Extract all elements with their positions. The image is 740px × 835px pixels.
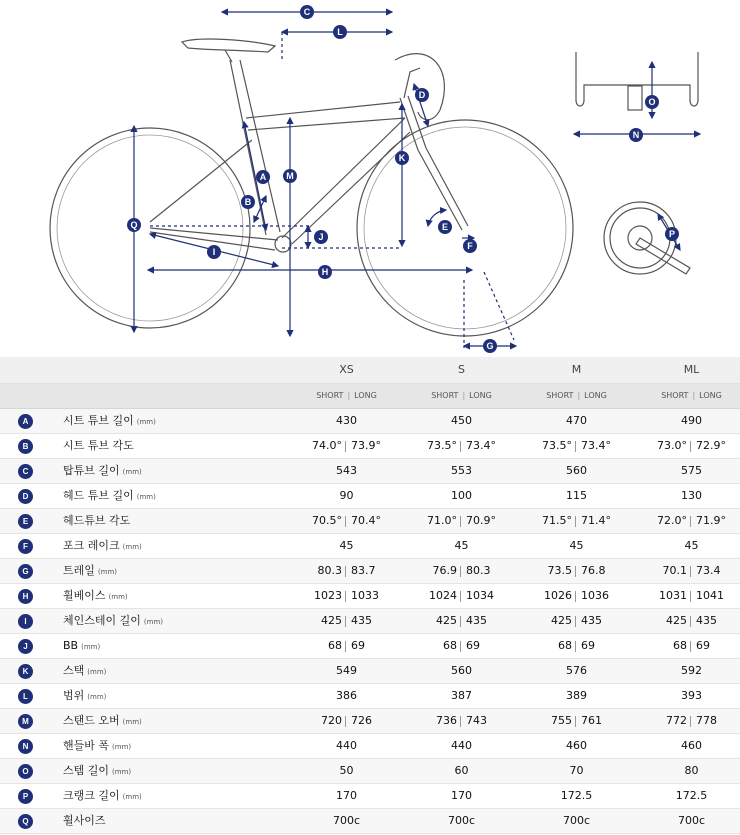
short-value: 755 <box>551 714 572 727</box>
value-cell: 172.5 <box>560 789 593 802</box>
row-label <box>63 634 100 659</box>
row-label-text: 시트 튜브 각도 <box>63 439 134 452</box>
value-cell: 70 <box>569 764 584 777</box>
row-label <box>63 484 156 509</box>
diagram-badge-letter: P <box>668 229 676 239</box>
value-divider <box>575 616 576 627</box>
short-label: SHORT <box>316 391 344 400</box>
dimension-badge: E <box>18 514 33 529</box>
table-row <box>0 459 740 484</box>
short-value: 736 <box>436 714 457 727</box>
table-row <box>0 509 740 534</box>
value-divider <box>690 441 691 452</box>
row-label-text: 탑튜브 길이 <box>63 464 120 477</box>
variant-header: SHORT | LONG <box>661 391 722 400</box>
row-label <box>63 534 142 559</box>
variant-header: SHORT | LONG <box>431 391 492 400</box>
short-value: 425 <box>436 614 457 627</box>
dimension-badge: L <box>18 689 33 704</box>
value-cell: 700c <box>562 814 591 827</box>
diagram-badge-o <box>645 95 659 109</box>
value-divider <box>345 641 346 652</box>
long-value: 80.3 <box>466 564 491 577</box>
value-divider <box>575 641 576 652</box>
dimension-badge: B <box>18 439 33 454</box>
row-label-text: 헤드 튜브 길이 <box>63 489 134 502</box>
diagram-badge-j <box>314 230 328 244</box>
value-cell: 50 <box>339 764 354 777</box>
value-divider <box>460 616 461 627</box>
value-cell: 387 <box>451 689 472 702</box>
short-value: 73.5° <box>542 439 572 452</box>
variant-header: SHORT | LONG <box>316 391 377 400</box>
table-row <box>0 584 740 609</box>
value-divider <box>460 516 461 527</box>
value-cell: 560 <box>566 464 587 477</box>
dimension-badge: C <box>18 464 33 479</box>
long-value: 69 <box>466 639 480 652</box>
short-value: 425 <box>666 614 687 627</box>
short-value: 1023 <box>314 589 342 602</box>
table-row <box>0 609 740 634</box>
value-cell: 386 <box>336 689 357 702</box>
diagram-badge-h <box>318 265 332 279</box>
table-row <box>0 484 740 509</box>
value-divider <box>690 591 691 602</box>
diagram-badge-letter: K <box>398 153 406 163</box>
short-value: 74.0° <box>312 439 342 452</box>
diagram-badge-letter: B <box>244 197 252 207</box>
diagram-badge-letter: D <box>418 90 426 100</box>
value-cell: 700c <box>677 814 706 827</box>
row-label-text: 시트 튜브 길이 <box>63 414 134 427</box>
value-divider <box>345 716 346 727</box>
value-divider <box>345 441 346 452</box>
size-header-m: M <box>571 363 582 376</box>
long-label: LONG <box>699 391 722 400</box>
value-cell: 700c <box>447 814 476 827</box>
long-value: 71.4° <box>581 514 611 527</box>
row-label-text: 헤드튜브 각도 <box>63 514 131 527</box>
row-label-text: 핸들바 폭 <box>63 739 110 752</box>
value-cell: 45 <box>569 539 584 552</box>
value-cell: 460 <box>566 739 587 752</box>
table-body <box>0 409 740 834</box>
value-cell: 700c <box>332 814 361 827</box>
value-divider <box>345 616 346 627</box>
row-unit: (mm) <box>136 493 156 501</box>
value-divider <box>575 716 576 727</box>
short-value: 71.0° <box>427 514 457 527</box>
value-cell: 45 <box>454 539 469 552</box>
value-cell: 90 <box>339 489 354 502</box>
diagram-badge-g <box>483 339 497 353</box>
short-value: 68 <box>328 639 342 652</box>
row-label-text: BB <box>63 639 79 652</box>
diagram-badge-letter: N <box>632 130 640 140</box>
row-label-text: 트레일 <box>63 564 95 577</box>
short-value: 425 <box>551 614 572 627</box>
value-cell: 45 <box>684 539 699 552</box>
value-divider <box>345 591 346 602</box>
long-value: 73.4° <box>466 439 496 452</box>
handlebar-inset <box>576 52 698 110</box>
value-cell: 490 <box>681 414 702 427</box>
diagram-badge-letter: E <box>441 222 449 232</box>
size-header-ml: ML <box>683 363 700 376</box>
short-value: 71.5° <box>542 514 572 527</box>
value-cell: 170 <box>336 789 357 802</box>
diagram-badge-letter: A <box>259 172 267 182</box>
dimension-badge: M <box>18 714 33 729</box>
long-value: 761 <box>581 714 602 727</box>
value-cell: 440 <box>336 739 357 752</box>
row-unit: (mm) <box>97 568 117 576</box>
value-divider <box>690 716 691 727</box>
dimension-badge: I <box>18 614 33 629</box>
short-label: SHORT <box>431 391 459 400</box>
diagram-badge-letter: G <box>486 341 494 351</box>
table-row <box>0 534 740 559</box>
long-value: 743 <box>466 714 487 727</box>
diagram-badge-letter: F <box>467 241 473 251</box>
dimension-badge: G <box>18 564 33 579</box>
long-value: 73.9° <box>351 439 381 452</box>
short-label: SHORT <box>546 391 574 400</box>
dimension-badge: H <box>18 589 33 604</box>
row-label <box>63 709 142 734</box>
dimension-badge: Q <box>18 814 33 829</box>
row-label-text: 포크 레이크 <box>63 539 120 552</box>
value-divider <box>460 441 461 452</box>
long-value: 72.9° <box>696 439 726 452</box>
row-label-text: 체인스테이 길이 <box>63 614 141 627</box>
long-value: 71.9° <box>696 514 726 527</box>
diagram-badge-letter: J <box>318 232 324 242</box>
short-value: 68 <box>558 639 572 652</box>
long-value: 73.4° <box>581 439 611 452</box>
bike-frame <box>150 39 468 252</box>
long-value: 435 <box>696 614 717 627</box>
short-value: 73.5° <box>427 439 457 452</box>
value-divider <box>460 566 461 577</box>
row-unit: (mm) <box>108 593 128 601</box>
row-label <box>63 409 156 434</box>
row-unit: (mm) <box>112 743 132 751</box>
long-label: LONG <box>354 391 377 400</box>
value-divider <box>575 591 576 602</box>
value-cell: 549 <box>336 664 357 677</box>
value-cell: 470 <box>566 414 587 427</box>
short-value: 76.9 <box>432 564 457 577</box>
value-cell: 592 <box>681 664 702 677</box>
dimension-badge: F <box>18 539 33 554</box>
variant-header-row <box>0 384 740 409</box>
row-label <box>63 809 106 833</box>
value-cell: 575 <box>681 464 702 477</box>
long-value: 69 <box>581 639 595 652</box>
value-cell: 430 <box>336 414 357 427</box>
row-unit: (mm) <box>136 418 156 426</box>
row-label-text: 크랭크 길이 <box>63 789 120 802</box>
row-label <box>63 459 142 484</box>
diagram-badge-p <box>665 227 679 241</box>
long-value: 1033 <box>351 589 379 602</box>
row-label <box>63 509 130 533</box>
value-cell: 45 <box>339 539 354 552</box>
value-divider <box>690 516 691 527</box>
value-divider <box>575 516 576 527</box>
table-row <box>0 684 740 709</box>
diagram-badge-m <box>283 169 297 183</box>
size-header-row <box>0 357 740 384</box>
long-value: 435 <box>351 614 372 627</box>
row-unit: (mm) <box>87 668 107 676</box>
short-value: 772 <box>666 714 687 727</box>
table-row <box>0 659 740 684</box>
diagram-badge-f <box>463 239 477 253</box>
dimension-badge: P <box>18 789 33 804</box>
row-label-text: 휠베이스 <box>63 589 106 602</box>
table-row <box>0 709 740 734</box>
value-cell: 460 <box>681 739 702 752</box>
long-value: 435 <box>466 614 487 627</box>
long-value: 70.9° <box>466 514 496 527</box>
table-row <box>0 409 740 434</box>
short-value: 70.1 <box>662 564 687 577</box>
value-cell: 576 <box>566 664 587 677</box>
value-cell: 440 <box>451 739 472 752</box>
dimension-badge: N <box>18 739 33 754</box>
value-cell: 172.5 <box>675 789 708 802</box>
dimension-badges <box>127 5 679 353</box>
long-value: 83.7 <box>351 564 376 577</box>
dimension-lines <box>134 12 700 348</box>
short-value: 80.3 <box>317 564 342 577</box>
short-value: 72.0° <box>657 514 687 527</box>
table-row <box>0 559 740 584</box>
row-unit: (mm) <box>122 718 142 726</box>
short-value: 73.0° <box>657 439 687 452</box>
long-value: 70.4° <box>351 514 381 527</box>
row-unit: (mm) <box>122 793 142 801</box>
size-header-s: S <box>458 363 465 376</box>
diagram-badge-n <box>629 128 643 142</box>
table-row <box>0 434 740 459</box>
value-cell: 389 <box>566 689 587 702</box>
value-cell: 543 <box>336 464 357 477</box>
row-label <box>63 659 106 684</box>
value-cell: 450 <box>451 414 472 427</box>
short-value: 1024 <box>429 589 457 602</box>
diagram-badge-c <box>300 5 314 19</box>
long-value: 69 <box>696 639 710 652</box>
row-label <box>63 784 142 809</box>
dimension-badge: K <box>18 664 33 679</box>
size-header-xs: XS <box>339 363 354 376</box>
dimension-badge: A <box>18 414 33 429</box>
diagram-badge-letter: L <box>337 27 343 37</box>
value-cell: 393 <box>681 689 702 702</box>
value-divider <box>690 616 691 627</box>
long-value: 778 <box>696 714 717 727</box>
row-label <box>63 759 131 784</box>
value-divider <box>460 641 461 652</box>
value-divider <box>575 441 576 452</box>
diagram-badge-q <box>127 218 141 232</box>
value-cell: 560 <box>451 664 472 677</box>
diagram-badge-b <box>241 195 255 209</box>
short-label: SHORT <box>661 391 689 400</box>
diagram-badge-letter: Q <box>130 220 138 230</box>
long-label: LONG <box>469 391 492 400</box>
long-value: 435 <box>581 614 602 627</box>
row-unit: (mm) <box>81 643 101 651</box>
short-value: 1031 <box>659 589 687 602</box>
diagram-badge-letter: C <box>303 7 311 17</box>
long-value: 1034 <box>466 589 494 602</box>
value-divider <box>460 716 461 727</box>
diagram-badge-a <box>256 170 270 184</box>
front-wheel <box>357 120 573 336</box>
diagram-badge-k <box>395 151 409 165</box>
long-label: LONG <box>584 391 607 400</box>
row-label <box>63 734 131 759</box>
diagram-badge-d <box>415 88 429 102</box>
value-cell: 80 <box>684 764 699 777</box>
short-value: 425 <box>321 614 342 627</box>
short-value: 68 <box>443 639 457 652</box>
bike-geometry-diagram <box>0 0 740 355</box>
row-unit: (mm) <box>112 768 132 776</box>
row-label <box>63 684 106 709</box>
long-value: 73.4 <box>696 564 721 577</box>
row-label-text: 범위 <box>63 689 85 702</box>
diagram-badge-e <box>438 220 452 234</box>
value-divider <box>690 566 691 577</box>
value-cell: 115 <box>566 489 587 502</box>
short-value: 1026 <box>544 589 572 602</box>
row-unit: (mm) <box>122 543 142 551</box>
row-unit: (mm) <box>87 693 107 701</box>
table-row <box>0 784 740 809</box>
row-label-text: 휠사이즈 <box>63 814 106 827</box>
diagram-badge-letter: I <box>212 247 216 257</box>
diagram-badge-i <box>207 245 221 259</box>
short-value: 73.5 <box>547 564 572 577</box>
diagram-badge-letter: M <box>286 171 294 181</box>
row-label <box>63 559 117 584</box>
row-unit: (mm) <box>143 618 163 626</box>
value-divider <box>345 516 346 527</box>
value-cell: 553 <box>451 464 472 477</box>
row-label <box>63 584 128 609</box>
diagram-badge-l <box>333 25 347 39</box>
variant-header: SHORT | LONG <box>546 391 607 400</box>
value-cell: 100 <box>451 489 472 502</box>
table-row <box>0 634 740 659</box>
short-value: 68 <box>673 639 687 652</box>
diagram-badge-letter: H <box>321 267 329 277</box>
value-divider <box>690 641 691 652</box>
short-value: 720 <box>321 714 342 727</box>
value-cell: 60 <box>454 764 469 777</box>
long-value: 1041 <box>696 589 724 602</box>
value-cell: 130 <box>681 489 702 502</box>
row-label-text: 스템 길이 <box>63 764 110 777</box>
diagram-badge-letter: O <box>648 97 656 107</box>
row-label-text: 스택 <box>63 664 85 677</box>
table-row <box>0 809 740 834</box>
row-label <box>63 434 134 458</box>
row-label-text: 스탠드 오버 <box>63 714 120 727</box>
table-row <box>0 759 740 784</box>
value-cell: 170 <box>451 789 472 802</box>
short-value: 70.5° <box>312 514 342 527</box>
long-value: 1036 <box>581 589 609 602</box>
value-divider <box>575 566 576 577</box>
long-value: 726 <box>351 714 372 727</box>
table-row <box>0 734 740 759</box>
row-unit: (mm) <box>122 468 142 476</box>
dimension-badge: D <box>18 489 33 504</box>
dimension-badge: J <box>18 639 33 654</box>
long-value: 69 <box>351 639 365 652</box>
long-value: 76.8 <box>581 564 606 577</box>
value-divider <box>460 591 461 602</box>
geometry-table <box>0 357 740 834</box>
value-divider <box>345 566 346 577</box>
dimension-badge: O <box>18 764 33 779</box>
row-label <box>63 609 163 634</box>
